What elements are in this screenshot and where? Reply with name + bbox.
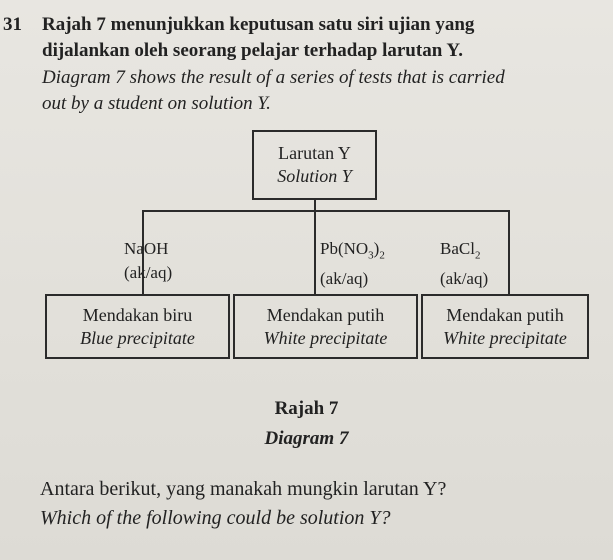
question-english-line-1: Diagram 7 shows the result of a series of tests that is carried — [42, 67, 505, 88]
result-box-blue — [45, 294, 230, 359]
result-blue-malay: Mendakan biru — [82, 305, 193, 325]
connector-horizontal — [142, 210, 510, 212]
reagent-naoh-state: (ak/aq) — [124, 263, 173, 282]
reagent-barium-chloride — [440, 237, 510, 291]
result-box-white-2 — [421, 294, 589, 359]
reagent-lead-nitrate-sub2: 2 — [379, 249, 385, 262]
reagent-lead-nitrate-close: ) — [373, 239, 380, 258]
reagent-lead-nitrate-main: Pb(NO — [320, 239, 369, 258]
reagent-naoh — [124, 237, 192, 285]
result-white-2-malay: Mendakan putih — [446, 305, 564, 325]
diagram-caption-english: Diagram 7 — [264, 428, 349, 449]
question-malay-line-1: Rajah 7 menunjukkan keputusan satu siri ujian yang — [42, 14, 475, 35]
result-box-white-1 — [233, 294, 418, 359]
prompt-english: Which of the following could be solution Y? — [40, 507, 391, 529]
connector-middle — [314, 210, 316, 294]
question-number: 31 — [3, 14, 22, 35]
reagent-lead-nitrate — [320, 237, 400, 291]
result-white-2-english: White precipitate — [443, 328, 567, 348]
result-white-1-malay: Mendakan putih — [266, 305, 385, 325]
reagent-lead-nitrate-name — [320, 237, 400, 267]
reagent-lead-nitrate-state: (ak/aq) — [320, 269, 369, 289]
diagram-caption-malay: Rajah 7 — [274, 398, 339, 419]
solution-y-english: Solution Y — [277, 166, 352, 186]
reagent-barium-chloride-name — [440, 237, 510, 267]
reagent-barium-chloride-sub: 2 — [474, 249, 481, 262]
question-malay-line-2: dijalankan oleh seorang pelajar terhadap larutan Y. — [42, 40, 464, 61]
question-english-line-2: out by a student on solution Y. — [42, 93, 271, 114]
reagent-lead-nitrate-sub1: 3 — [368, 249, 374, 262]
result-white-1-english: White precipitate — [263, 328, 388, 348]
solution-y-malay: Larutan Y — [278, 143, 351, 163]
reagent-barium-chloride-state: (ak/aq) — [440, 269, 489, 289]
solution-y-box — [252, 130, 377, 200]
reagent-barium-chloride-main: BaCl — [440, 239, 475, 258]
prompt-malay: Antara berikut, yang manakah mungkin larutan Y? — [40, 478, 447, 500]
result-blue-english: Blue precipitate — [80, 328, 195, 348]
reagent-naoh-name: NaOH — [124, 239, 169, 258]
